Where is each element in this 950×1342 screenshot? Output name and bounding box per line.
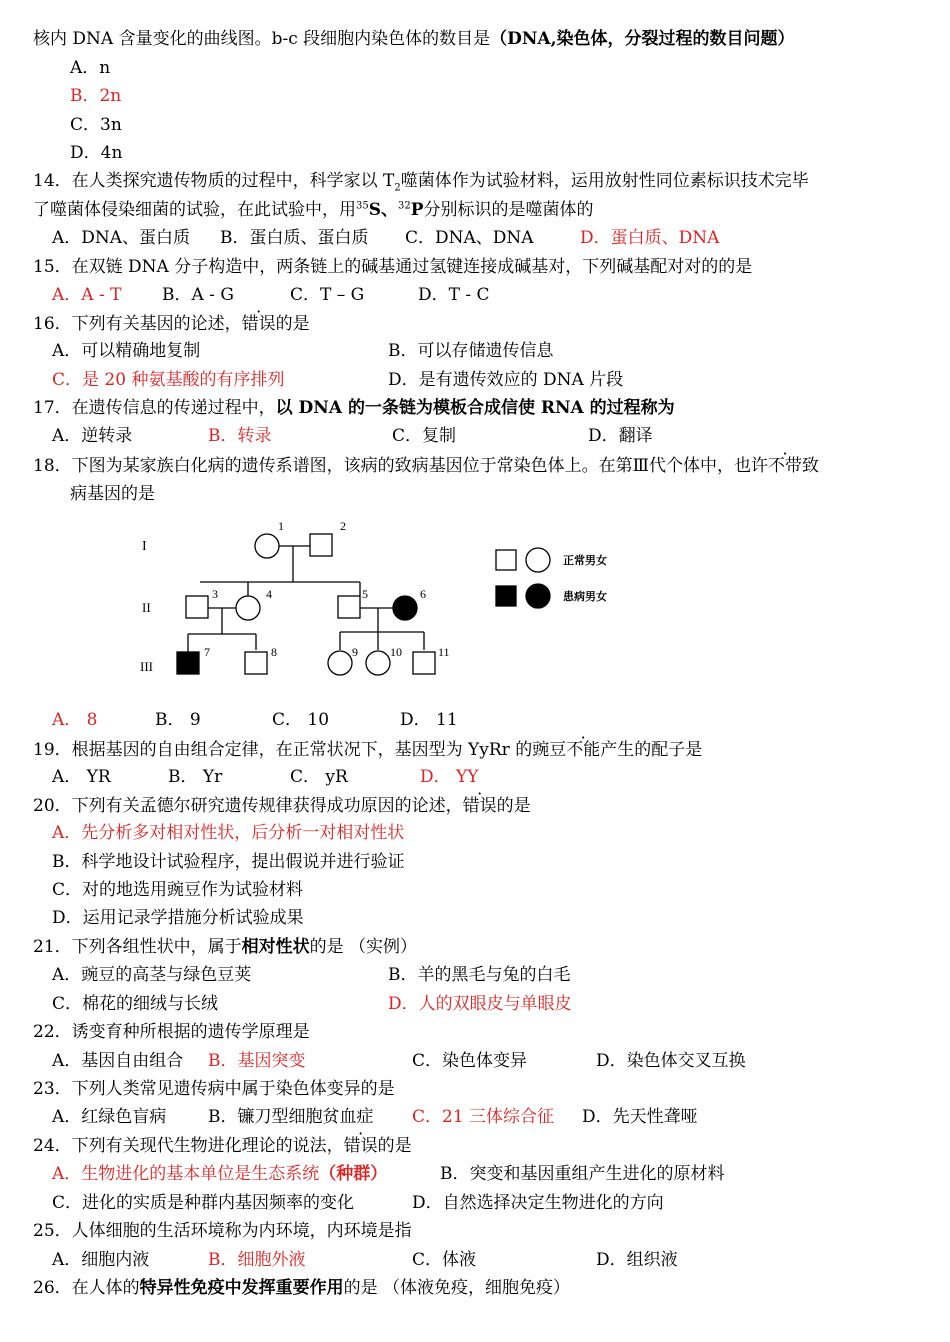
label-7: 7 <box>204 645 210 659</box>
q13-option-b: B．2n <box>70 86 122 106</box>
legend-normal-label: 正常男女 <box>563 555 607 567</box>
q22-option-c: C．染色体变异 <box>412 1051 528 1071</box>
individual-1 <box>255 534 279 558</box>
q23-option-c: C．21 三体综合征 <box>412 1107 555 1127</box>
q21-option-a: A．豌豆的高茎与绿色豆荚 <box>52 965 252 985</box>
q23-option-d: D．先天性聋哑 <box>582 1107 698 1127</box>
label-5: 5 <box>362 587 368 601</box>
q18-option-d: D． 11 <box>400 710 458 730</box>
q13-option-d: D．4n <box>70 143 123 163</box>
q17-option-b: B．转录 <box>208 426 272 446</box>
q16-option-b: B．可以存储遗传信息 <box>388 341 554 361</box>
q15-stem: 15．在双链 DNA 分子构造中，两条链上的碱基通过氢键连接成碱基对，下列碱基配对对的的是 <box>33 257 753 277</box>
q20-option-d: D．运用记录学措施分析试验成果 <box>52 908 304 928</box>
q24-option-b: B．突变和基因重组产生进化的原材料 <box>440 1164 725 1184</box>
q19-option-a: A． YR <box>52 767 111 787</box>
label-10: 10 <box>390 645 402 659</box>
q19-option-d: D． YY <box>420 767 479 787</box>
generation-label-1: I <box>142 539 147 554</box>
q22-option-a: A．基因自由组合 <box>52 1051 184 1071</box>
q17-option-d: D．翻译 <box>588 426 653 446</box>
q24-stem: 24．下列有关现代生物进化理论的说法，错误的是 <box>33 1136 412 1156</box>
q23-option-b: B．镰刀型细胞贫血症 <box>208 1107 374 1127</box>
label-6: 6 <box>420 587 426 601</box>
individual-4 <box>236 596 260 620</box>
q14-stem-line1: 14．在人类探究遗传物质的过程中，科学家以 $T_2$噬菌体作为试验材料，运用放射性同位素标识技术完毕 <box>33 171 809 194</box>
individual-7 <box>177 652 199 674</box>
legend-affected-female <box>526 584 550 608</box>
q19-stem: 19．根据基因的自由组合定律，在正常状况下，基因型为 YyRr 的豌豆不能产生的配子是 <box>33 740 703 760</box>
individual-9 <box>328 651 352 675</box>
individual-6 <box>393 596 417 620</box>
individual-2 <box>310 534 332 556</box>
q14-stem-line2: 了噬菌体侵染细菌的试验，在此试验中，用$^{35}$S、$^{32}$P分别标识的是噬菌体的 <box>33 200 594 220</box>
q24-option-d: D．自然选择决定生物进化的方向 <box>412 1193 664 1213</box>
label-4: 4 <box>266 587 272 601</box>
q13-note: （DNA,染色体，分裂过程的数目问题） <box>490 29 795 49</box>
q20-option-a: A．先分析多对相对性状，后分析一对相对性状 <box>52 823 405 843</box>
individual-5 <box>338 596 360 618</box>
label-11: 11 <box>438 645 450 659</box>
q18-option-c: C． 10 <box>272 710 330 730</box>
q23-stem: 23．下列人类常见遗传病中属于染色体变异的是 <box>33 1079 395 1099</box>
legend-normal-male <box>496 550 516 570</box>
q13-option-c: C．3n <box>70 115 122 135</box>
q25-stem: 25．人体细胞的生活环境称为内环境，内环境是指 <box>33 1221 412 1241</box>
label-8: 8 <box>271 645 277 659</box>
q18-stem-line2: 病基因的是 <box>70 484 155 504</box>
q14-option-b: B．蛋白质、蛋白质 <box>220 228 369 248</box>
q26-stem: 26．在人体的特异性免疫中发挥重要作用的是 （体液免疫，细胞免疫） <box>33 1278 571 1298</box>
q23-option-a: A．红绿色盲病 <box>52 1107 167 1127</box>
q25-option-b: B．细胞外液 <box>208 1250 306 1270</box>
generation-label-2: II <box>142 600 151 615</box>
q13-option-a: A．n <box>70 58 111 78</box>
generation-label-3: III <box>140 659 153 674</box>
label-1: 1 <box>278 519 284 533</box>
q21-option-d: D．人的双眼皮与单眼皮 <box>388 994 572 1014</box>
q24-option-c: C．进化的实质是种群内基因频率的变化 <box>52 1193 355 1213</box>
q15-option-a: A．A - T <box>52 285 122 305</box>
q13-stem: 核内 DNA 含量变化的曲线图。b-c 段细胞内染色体的数目是（DNA,染色体，分裂过程的数目问题） <box>33 29 795 49</box>
individual-3 <box>186 596 208 618</box>
q19-option-c: C． yR <box>290 767 348 787</box>
q22-option-b: B．基因突变 <box>208 1051 306 1071</box>
q20-option-c: C．对的地选用豌豆作为试验材料 <box>52 880 304 900</box>
q25-option-a: A．细胞内液 <box>52 1250 150 1270</box>
q15-option-c: C．T – G <box>290 285 365 305</box>
q24-option-a: A．生物进化的基本单位是生态系统（种群） <box>52 1164 388 1184</box>
q16-option-a: A．可以精确地复制 <box>52 341 201 361</box>
pedigree-chart <box>130 512 650 702</box>
q24-option-a-note: （种群） <box>319 1164 388 1184</box>
q16-stem: 16．下列有关基因的论述，错误的是 <box>33 314 310 334</box>
q17-option-a: A．逆转录 <box>52 426 133 446</box>
q21-option-c: C．棉花的细绒与长绒 <box>52 994 219 1014</box>
legend-affected-label: 患病男女 <box>563 591 607 603</box>
q25-option-c: C．体液 <box>412 1250 477 1270</box>
q19-option-b: B． Yr <box>168 767 223 787</box>
q22-option-d: D．染色体交叉互换 <box>596 1051 746 1071</box>
q22-stem: 22．诱变育种所根据的遗传学原理是 <box>33 1022 310 1042</box>
q16-option-c: C．是 20 种氨基酸的有序排列 <box>52 370 285 390</box>
q14-option-a: A．DNA、蛋白质 <box>52 228 191 248</box>
individual-8 <box>245 652 267 674</box>
q20-option-b: B．科学地设计试验程序，提出假说并进行验证 <box>52 852 405 872</box>
q20-stem: 20．下列有关孟德尔研究遗传规律获得成功原因的论述，错误的是 <box>33 796 531 816</box>
label-2: 2 <box>340 519 346 533</box>
label-9: 9 <box>352 645 358 659</box>
q17-option-c: C．复制 <box>392 426 457 446</box>
q25-option-d: D．组织液 <box>596 1250 678 1270</box>
individual-10 <box>366 651 390 675</box>
q18-option-a: A． 8 <box>52 710 98 730</box>
q18-option-b: B． 9 <box>155 710 201 730</box>
legend-normal-female <box>526 548 550 572</box>
q15-option-d: D．T - C <box>418 285 490 305</box>
q21-stem: 21．下列各组性状中，属于相对性状的是 （实例） <box>33 937 418 957</box>
label-3: 3 <box>212 587 218 601</box>
q14-option-c: C．DNA、DNA <box>405 228 534 248</box>
individual-11 <box>413 652 435 674</box>
q15-option-b: B．A - G <box>162 285 234 305</box>
q16-option-d: D．是有遗传效应的 DNA 片段 <box>388 370 624 390</box>
legend-affected-male <box>496 586 516 606</box>
q14-option-d: D．蛋白质、DNA <box>580 228 720 248</box>
q21-option-b: B．羊的黑毛与兔的白毛 <box>388 965 571 985</box>
q17-stem: 17．在遗传信息的传递过程中，以 DNA 的一条链为模板合成信使 RNA 的过程称为 <box>33 398 675 418</box>
q18-stem-line1: 18．下图为某家族白化病的遗传系谱图，该病的致病基因位于常染色体上。在第Ⅲ代个体中，也许不带致 <box>33 456 820 476</box>
